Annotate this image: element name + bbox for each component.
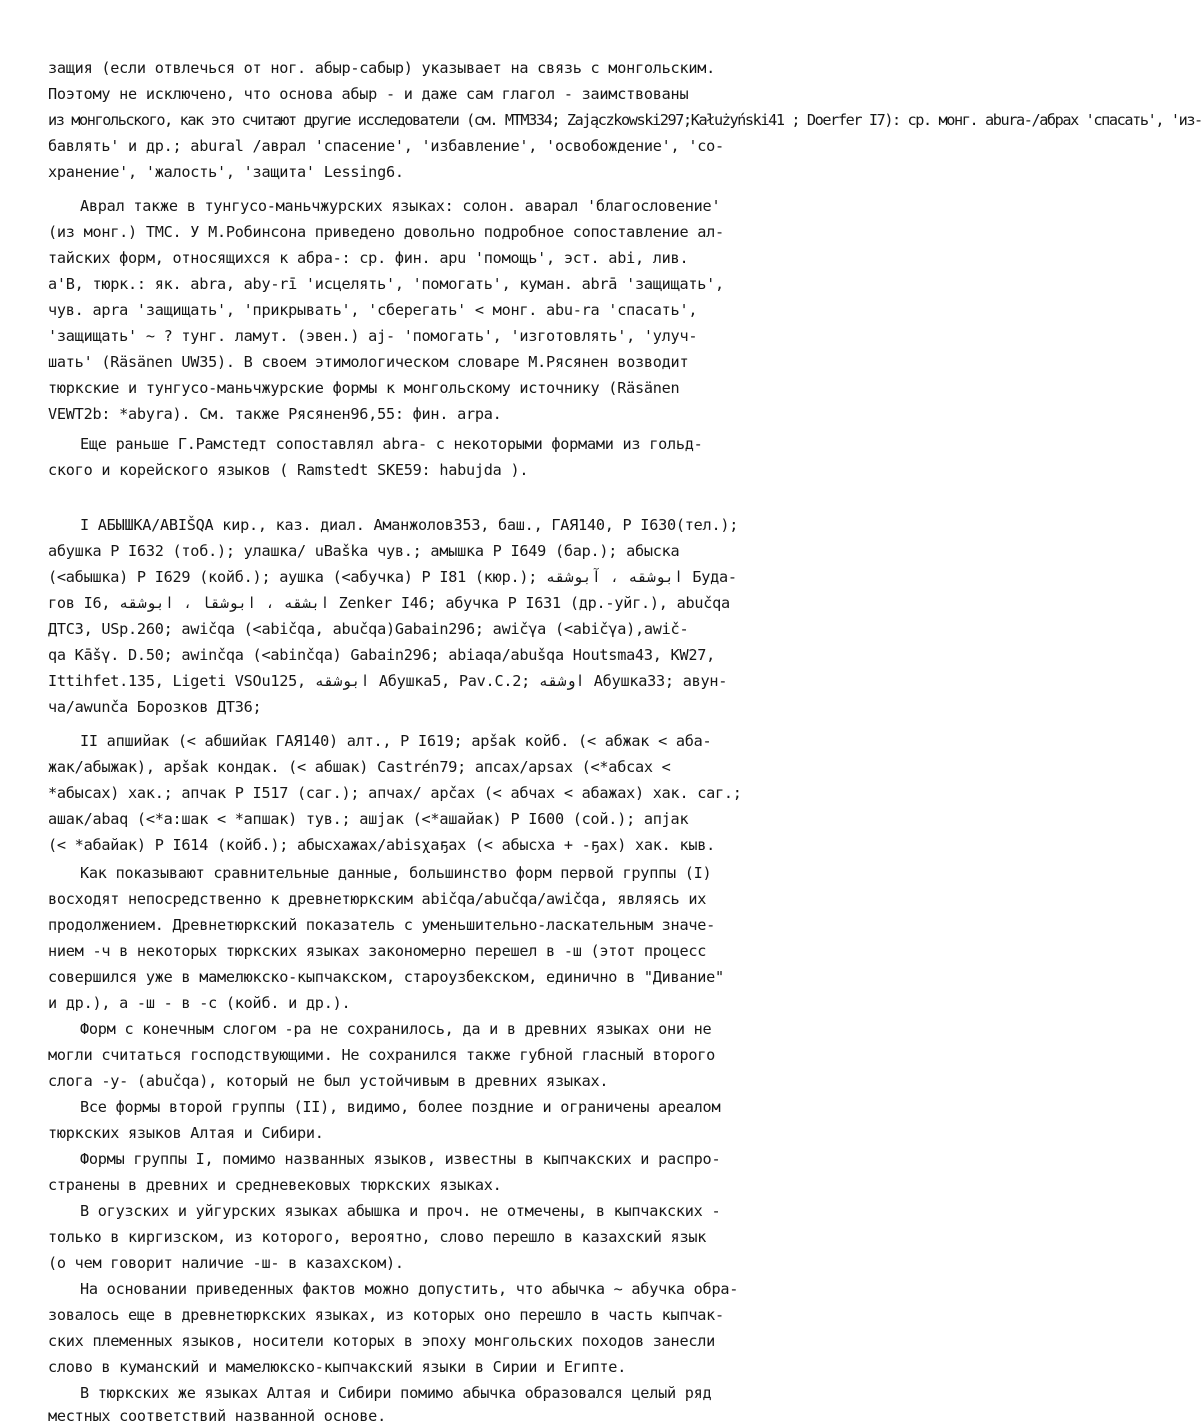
- text-line: *абысах) хак.; апчак Р I517 (саг.); апчах/ apčax (< абчах < абажах) хак. саг.;: [48, 784, 742, 802]
- text-line: зовалось еще в древнетюркских языках, из которых оно перешло в часть кыпчак-: [48, 1306, 724, 1324]
- text-line: В тюркских же языках Алтая и Сибири помимо абычка образовался целый ряд: [80, 1384, 712, 1402]
- text-line: ских племенных языков, носители которых в эпоху монгольских походов занесли: [48, 1332, 716, 1350]
- text-line: Формы группы I, помимо названных языков, известны в кыпчакских и распро-: [80, 1150, 721, 1168]
- text-line: Ittihfet.135, Ligeti VSOu125, ابوشقه Абушка5, Pav.C.2; اوشقه Абушка33; авун-: [48, 672, 728, 690]
- text-line: шать' (Räsänen UW35). В своем этимологическом словаре М.Рясянен возводит: [48, 353, 689, 371]
- text-line: тюркских языков Алтая и Сибири.: [48, 1124, 324, 1142]
- text-line: Форм с конечным слогом -ра не сохранилось, да и в древних языках они не: [80, 1020, 712, 1038]
- text-line: ского и корейского языков ( Ramstedt SKE59: habujda ).: [48, 461, 529, 479]
- text-line: местных соответствий названной основе.: [48, 1407, 386, 1425]
- text-line: защия (если отвлечься от ног. абыр-сабыр) указывает на связь с монгольским.: [48, 59, 716, 77]
- text-line: ча/awunča Борозков ДТ36;: [48, 698, 262, 716]
- text-line: Аврал также в тунгусо-маньчжурских языках: солон. аварал 'благословение': [80, 197, 721, 215]
- text-line: 'защищать' ~ ? тунг. ламут. (эвен.) aj- 'помогать', 'изготовлять', 'улуч-: [48, 327, 698, 345]
- text-line: из монгольского, как это считают другие исследователи (см. МТМ334; Zajączkowski297;Kałużyński41 ; Doerfer I7): ср. монг. abura-/абрах 'спасать', 'из-: [48, 111, 1202, 129]
- text-line: (<абышка) Р I629 (койб.); аушка (<абучка) Р I81 (кюр.); ابوشقه ، آبوشقه Буда-: [48, 568, 737, 586]
- text-line: qa Kāšγ. D.50; awinčqa (<abinčqa) Gabain296; abiaqa/abušqa Houtsma43, KW27,: [48, 646, 716, 664]
- text-line: гов I6, ابشقه ، ابوشقا ، ابوشقه Zenker I46; абучка Р I631 (др.-уйг.), abučqa: [48, 594, 730, 612]
- text-line: Еще раньше Г.Рамстедт сопоставлял abra- с некоторыми формами из гольд-: [80, 435, 703, 453]
- text-line: чув. apra 'защищать', 'прикрывать', 'сберегать' < монг. abu-ra 'спасать',: [48, 301, 698, 319]
- text-line: (из монг.) ТМС. У М.Робинсона приведено довольно подробное сопоставление ал-: [48, 223, 724, 241]
- text-line: Поэтому не исключено, что основа абыр - и даже сам глагол - заимствованы: [48, 85, 689, 103]
- text-line: ашак/аbaq (<*а:шак < *апшак) тув.; ашјак (<*ашайак) Р I600 (сой.); апјак: [48, 810, 689, 828]
- text-line: ДТС3, USp.260; awičqa (<abičqa, abučqa)Gabain296; awičγa (<abičγa),awič-: [48, 620, 689, 638]
- text-line: жак/абыжак), apšak кондак. (< абшак) Castrén79; апсах/apsax (<*абсах <: [48, 758, 671, 776]
- text-line: совершился уже в мамелюкско-кыпчакском, староузбекском, единично в "Дивание": [48, 968, 724, 986]
- text-line: Как показывают сравнительные данные, большинство форм первой группы (I): [80, 864, 712, 882]
- text-line: продолжением. Древнетюркский показатель с уменьшительно-ласкательным значе-: [48, 916, 716, 934]
- text-line: В огузских и уйгурских языках абышка и проч. не отмечены, в кыпчакских -: [80, 1202, 721, 1220]
- text-line: хранение', 'жалость', 'защита' Lessing6.: [48, 163, 404, 181]
- text-line: a'B, тюрк.: як. abra, aby-rī 'исцелять', 'помогать', куман. abrā 'защищать',: [48, 275, 724, 293]
- text-line: (< *абайак) Р I614 (койб.); абысхажах/abisχaҕax (< абысха + -ҕах) хак. кыв.: [48, 836, 716, 854]
- text-line: (о чем говорит наличие -ш- в казахском).: [48, 1254, 404, 1272]
- text-line: I АБЫШКА/ABIŠQA кир., каз. диал. Аманжолов353, баш., ГАЯ140, Р I630(тел.);: [80, 516, 739, 534]
- text-line: могли считаться господствующими. Не сохранился также губной гласный второго: [48, 1046, 716, 1064]
- text-line: слово в куманский и мамелюкско-кыпчакский языки в Сирии и Египте.: [48, 1358, 627, 1376]
- text-line: Все формы второй группы (II), видимо, более поздние и ограничены ареалом: [80, 1098, 721, 1116]
- text-line: восходят непосредственно к древнетюркским abičqa/abučqa/awičqa, являясь их: [48, 890, 707, 908]
- text-line: VEWT2b: *abyra). См. также Рясянен96,55: фин. arpa.: [48, 405, 502, 423]
- text-line: только в киргизском, из которого, вероятно, слово перешло в казахский язык: [48, 1228, 707, 1246]
- text-line: тайских форм, относящихся к абра-: ср. фин. apu 'помощь', эст. abi, лив.: [48, 249, 689, 267]
- text-line: бавлять' и др.; abural /аврал 'спасение', 'избавление', 'освобождение', 'со-: [48, 137, 724, 155]
- text-line: абушка Р I632 (тоб.); улашка/ uBaška чув.; амышка Р I649 (бар.); абыска: [48, 542, 680, 560]
- text-line: и др.), а -ш - в -с (койб. и др.).: [48, 994, 351, 1012]
- text-line: нием -ч в некоторых тюркских языках закономерно перешел в -ш (этот процесс: [48, 942, 707, 960]
- text-line: На основании приведенных фактов можно допустить, что абычка ~ абучка обра-: [80, 1280, 739, 1298]
- text-line: II апшийак (< абшийак ГАЯ140) алт., Р I619; apšak койб. (< абжак < аба-: [80, 732, 712, 750]
- text-line: тюркские и тунгусо-маньчжурские формы к монгольскому источнику (Räsänen: [48, 379, 680, 397]
- text-line: странены в древних и средневековых тюркских языках.: [48, 1176, 502, 1194]
- text-line: слога -у- (abučqa), который не был устойчивым в древних языках.: [48, 1072, 609, 1090]
